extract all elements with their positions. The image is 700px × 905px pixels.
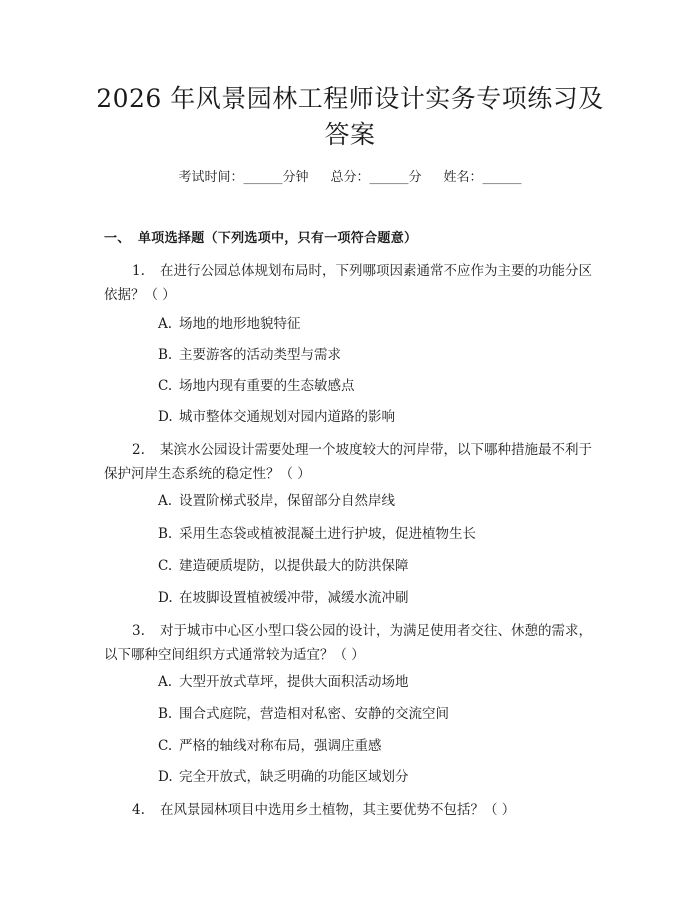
question-1-option-b: B. 主要游客的活动类型与需求 [158, 347, 341, 363]
document-title-line-1: 2026 年风景园林工程师设计实务专项练习及 [96, 84, 604, 113]
total-score-blank: ______ [369, 170, 409, 185]
question-3-option-a: A. 大型开放式草坪，提供大面积活动场地 [158, 674, 409, 690]
exam-time-blank: ______ [243, 170, 283, 185]
question-3-option-c: C. 严格的轴线对称布局，强调庄重感 [158, 738, 382, 754]
question-2-option-d: D. 在坡脚设置植被缓冲带，减缓水流冲刷 [158, 590, 409, 606]
document-title-line-2: 答案 [324, 120, 376, 149]
question-1-option-d: D. 城市整体交通规划对园内道路的影响 [158, 409, 395, 425]
question-2-option-b: B. 采用生态袋或植被混凝土进行护坡，促进植物生长 [158, 526, 476, 542]
question-number: 4. [132, 802, 145, 818]
exam-info [0, 168, 700, 188]
section-number: 一、 [104, 231, 131, 246]
question-2 [104, 438, 598, 486]
total-score-unit: 分 [408, 170, 422, 185]
section-heading [104, 229, 417, 249]
exam-time-unit: 分钟 [282, 170, 309, 185]
question-text: 在风景园林项目中选用乡土植物，其主要优势不包括？（ ） [160, 802, 516, 818]
section-title: 单项选择题（下列选项中，只有一项符合题意） [138, 231, 418, 246]
name-label: 姓名： [443, 170, 483, 185]
question-1 [104, 259, 598, 307]
question-1-option-c: C. 场地内现有重要的生态敏感点 [158, 378, 355, 394]
question-text-continued: 保护河岸生态系统的稳定性？（ ） [104, 466, 311, 482]
question-2-option-c: C. 建造硬质堤防，以提供最大的防洪保障 [158, 558, 409, 574]
question-text: 对于城市中心区小型口袋公园的设计，为满足使用者交往、休憩的需求， [160, 623, 592, 639]
question-3 [104, 619, 598, 667]
question-1-option-a: A. 场地的地形地貌特征 [158, 316, 301, 332]
question-3-option-d: D. 完全开放式，缺乏明确的功能区域划分 [158, 769, 409, 785]
name-blank: ______ [482, 170, 522, 185]
total-score-label: 总分： [330, 170, 370, 185]
question-text-continued: 以下哪种空间组织方式通常较为适宜？（ ） [104, 647, 365, 663]
exam-time-label: 考试时间： [178, 170, 244, 185]
question-text-continued: 依据？（ ） [104, 287, 176, 303]
question-4 [104, 798, 598, 822]
question-number: 1. [132, 263, 145, 279]
question-2-option-a: A. 设置阶梯式驳岸，保留部分自然岸线 [158, 493, 395, 509]
question-text: 在进行公园总体规划布局时，下列哪项因素通常不应作为主要的功能分区 [160, 263, 592, 279]
question-text: 某滨水公园设计需要处理一个坡度较大的河岸带，以下哪种措施最不利于 [160, 442, 592, 458]
question-number: 3. [132, 623, 145, 639]
question-3-option-b: B. 围合式庭院，营造相对私密、安静的交流空间 [158, 706, 449, 722]
question-number: 2. [132, 442, 145, 458]
